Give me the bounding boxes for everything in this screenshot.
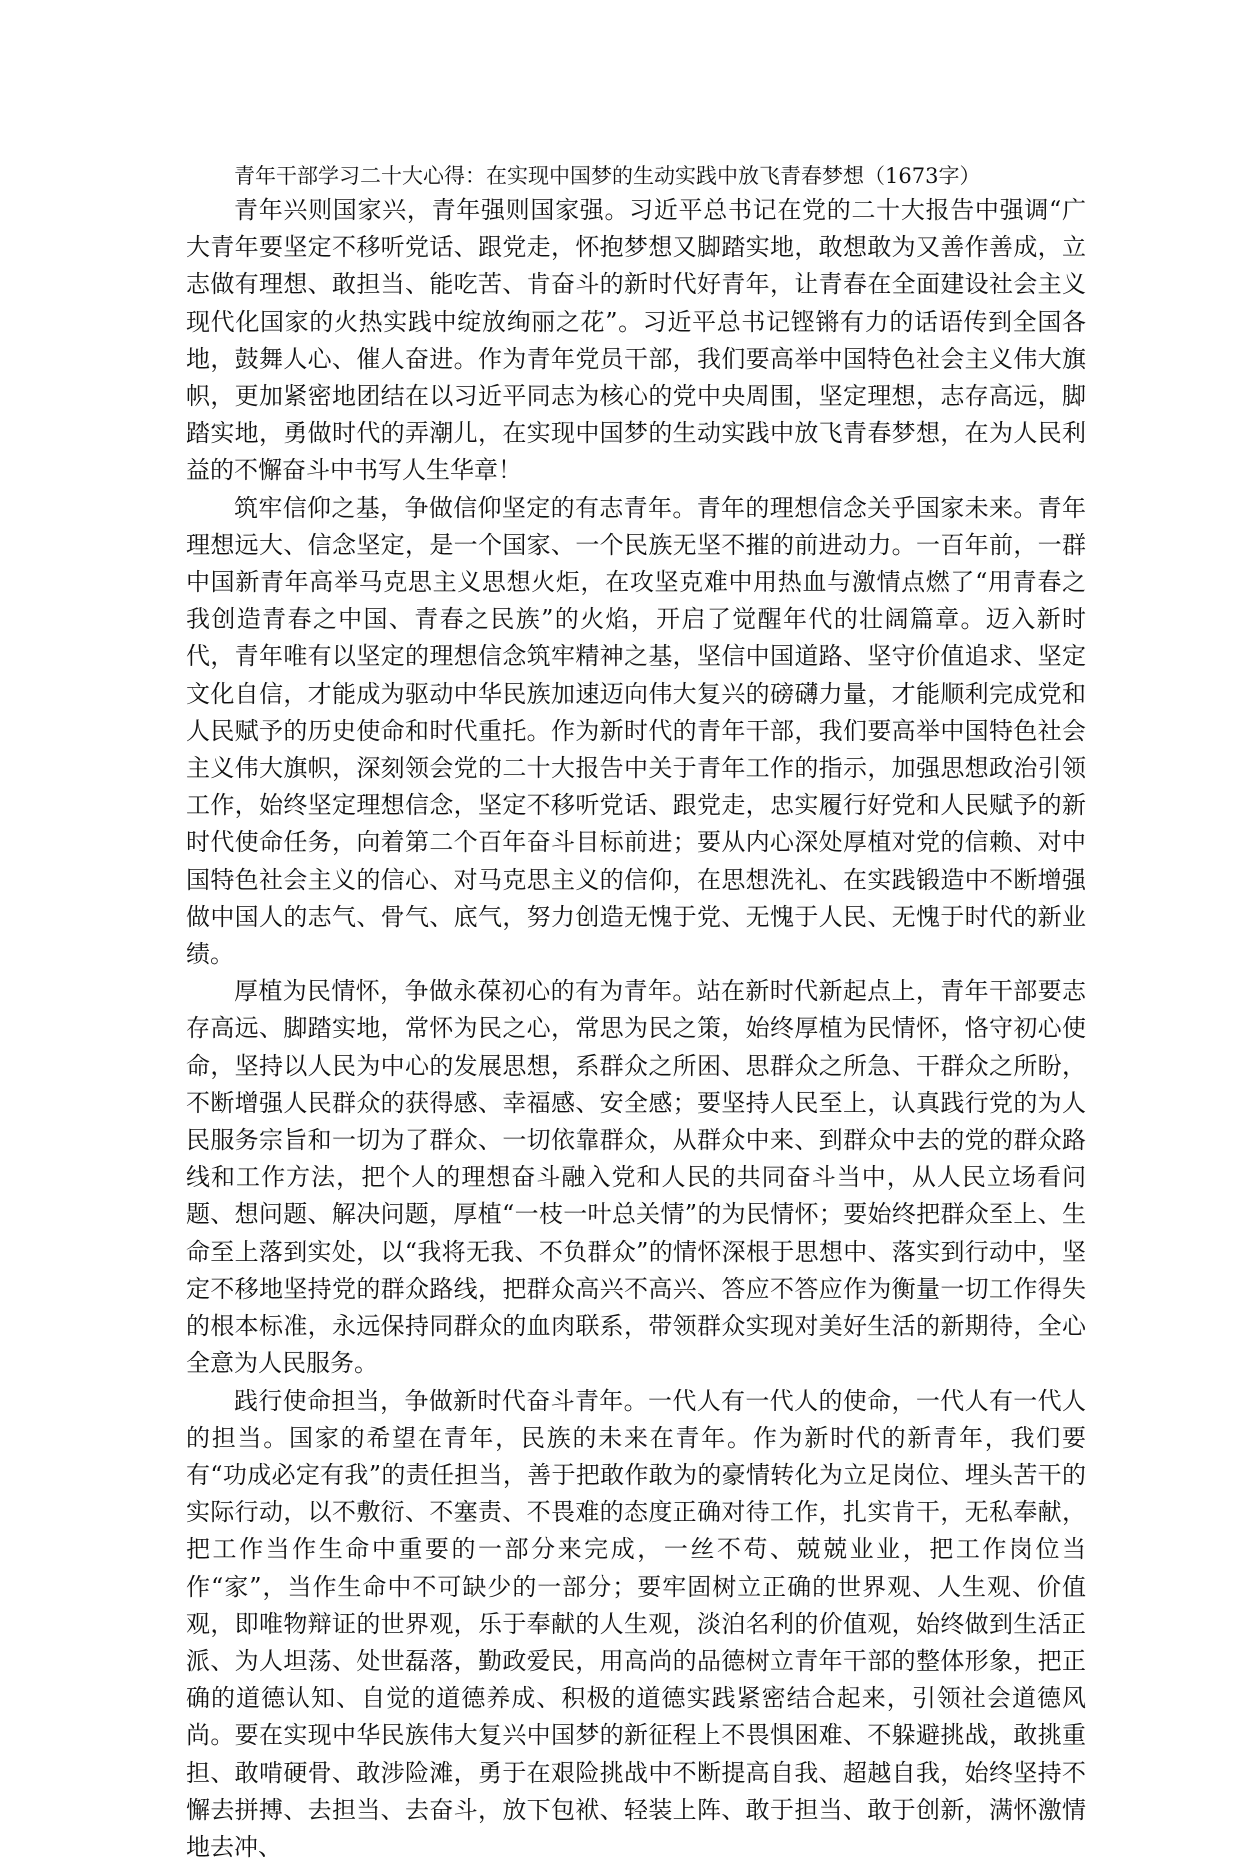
paragraph-faith: 筑牢信仰之基，争做信仰坚定的有志青年。青年的理想信念关乎国家未来。青年理想远大、信念坚定，是一个国家、一个民族无坚不摧的前进动力。一百年前，一群中国新青年高举马克思主义思想火炬，在攻坚克难中用热血与激情点燃了“用青春之我创造青春之中国、青春之民族”的火焰，开启了觉醒年代的壮阔篇章。迈入新时代，青年唯有以坚定的理想信念筑牢精神之基，坚信中国道路、坚守价值追求、坚定文化自信，才能成为驱动中华民族加速迈向伟大复兴的磅礴力量，才能顺利完成党和人民赋予的历史使命和时代重托。作为新时代的青年干部，我们要高举中国特色社会主义伟大旗帜，深刻领会党的二十大报告中关于青年工作的指示，加强思想政治引领工作，始终坚定理想信念，坚定不移听党话、跟党走，忠实履行好党和人民赋予的新时代使命任务，向着第二个百年奋斗目标前进；要从内心深处厚植对党的信赖、对中国特色社会主义的信心、对马克思主义的信仰，在思想洗礼、在实践锻造中不断增强做中国人的志气、骨气、底气，努力创造无愧于党、无愧于人民、无愧于时代的新业绩。 — [186, 490, 1086, 974]
document-title: 青年干部学习二十大心得：在实现中国梦的生动实践中放飞青春梦想（1673字） — [186, 160, 1086, 192]
document-page — [186, 160, 1086, 1866]
paragraph-people: 厚植为民情怀，争做永葆初心的有为青年。站在新时代新起点上，青年干部要志存高远、脚踏实地，常怀为民之心，常思为民之策，始终厚植为民情怀，恪守初心使命，坚持以人民为中心的发展思想，系群众之所困、思群众之所急、干群众之所盼，不断增强人民群众的获得感、幸福感、安全感；要坚持人民至上，认真践行党的为人民服务宗旨和一切为了群众、一切依靠群众，从群众中来、到群众中去的党的群众路线和工作方法，把个人的理想奋斗融入党和人民的共同奋斗当中，从人民立场看问题、想问题、解决问题，厚植“一枝一叶总关情”的为民情怀；要始终把群众至上、生命至上落到实处，以“我将无我、不负群众”的情怀深根于思想中、落实到行动中，坚定不移地坚持党的群众路线，把群众高兴不高兴、答应不答应作为衡量一切工作得失的根本标准，永远保持同群众的血肉联系，带领群众实现对美好生活的新期待，全心全意为人民服务。 — [186, 973, 1086, 1382]
paragraph-intro: 青年兴则国家兴，青年强则国家强。习近平总书记在党的二十大报告中强调“广大青年要坚定不移听党话、跟党走，怀抱梦想又脚踏实地，敢想敢为又善作善成，立志做有理想、敢担当、能吃苦、肯奋斗的新时代好青年，让青春在全面建设社会主义现代化国家的火热实践中绽放绚丽之花”。习近平总书记铿锵有力的话语传到全国各地，鼓舞人心、催人奋进。作为青年党员干部，我们要高举中国特色社会主义伟大旗帜，更加紧密地团结在以习近平同志为核心的党中央周围，坚定理想，志存高远，脚踏实地，勇做时代的弄潮儿，在实现中国梦的生动实践中放飞青春梦想，在为人民利益的不懈奋斗中书写人生华章！ — [186, 192, 1086, 490]
paragraph-mission: 践行使命担当，争做新时代奋斗青年。一代人有一代人的使命，一代人有一代人的担当。国家的希望在青年，民族的未来在青年。作为新时代的新青年，我们要有“功成必定有我”的责任担当，善于把敢作敢为的豪情转化为立足岗位、埋头苦干的实际行动，以不敷衍、不塞责、不畏难的态度正确对待工作，扎实肯干，无私奉献，把工作当作生命中重要的一部分来完成，一丝不苟、兢兢业业，把工作岗位当作“家”，当作生命中不可缺少的一部分；要牢固树立正确的世界观、人生观、价值观，即唯物辩证的世界观，乐于奉献的人生观，淡泊名利的价值观，始终做到生活正派、为人坦荡、处世磊落，勤政爱民，用高尚的品德树立青年干部的整体形象，把正确的道德认知、自觉的道德养成、积极的道德实践紧密结合起来，引领社会道德风尚。要在实现中华民族伟大复兴中国梦的新征程上不畏惧困难、不躲避挑战，敢挑重担、敢啃硬骨、敢涉险滩，勇于在艰险挑战中不断提高自我、超越自我，始终坚持不懈去拼搏、去担当、去奋斗，放下包袱、轻装上阵、敢于担当、敢于创新，满怀激情地去冲、 — [186, 1383, 1086, 1866]
